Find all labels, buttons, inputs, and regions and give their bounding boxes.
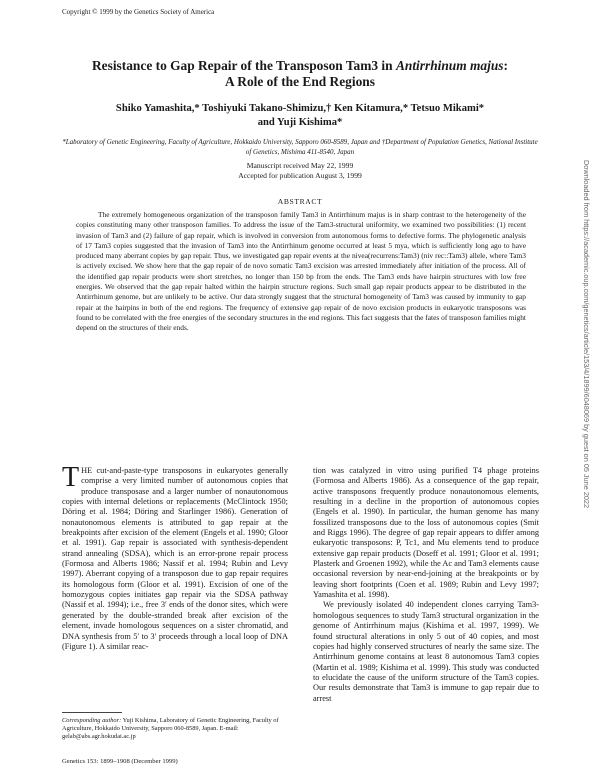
accepted-date: Accepted for publication August 3, 1999 bbox=[238, 171, 362, 180]
title-line-2: A Role of the End Regions bbox=[225, 74, 375, 89]
copyright-line: Copyright © 1999 by the Genetics Society of America bbox=[62, 8, 215, 16]
authors-line-2: and Yuji Kishima* bbox=[257, 117, 343, 128]
title-text: Resistance to Gap Repair of the Transposon Tam3 in bbox=[92, 58, 396, 73]
intro-paragraph-1: HE cut-and-paste-type transposons in eukaryotes generally comprise a very limited number of autonomous copies that produce transposase and a larger number of nonautonomous copies with internal deletions or replacements (McClintock 1950; Döring et al. 1984; Döring and Starlinger 1986). Generation of nonautonomous elements is attributed to gap repair at the breakpoints after excision of the element (Engels et al. 1990; Gloor et al. 1991). Gap repair is associated with synthesis-dependent strand annealing (SDSA), which is an error-prone repair process (Formosa and Alberts 1986; Nassif et al. 1994; Rubin and Levy 1997). Aberrant copying of a transposon due to gap repair requires its homologous form (Gloor et al. 1991). Excision of one of the homozygous copies initiates gap repair via the SDSA pathway (Nassif et al. 1994); i.e., free 3′ ends of the donor sites, which were generated by the double-stranded break after excision of the element, invade homologous sequences on a sister chromatid, and DNA synthesis from 5′ to 3′ proceeds through a local loop of DNA (Figure 1). A similar reac- bbox=[62, 466, 288, 651]
footnote-label: Corresponding author: bbox=[62, 717, 122, 724]
abstract-heading: ABSTRACT bbox=[277, 197, 323, 206]
intro-paragraph-1-cont: tion was catalyzed in vitro using purified T4 phage proteins (Formosa and Alberts 1986). As a consequence of the gap repair, active transposons frequently produce nonautonomous elements, resulting in a decline in the proportion of autonomous copies (Engels et al. 1990). In particular, the human genome has many fossilized transposons due to the loss of autonomous copies (Smit and Riggs 1996). The degree of gap repair appears to differ among eukaryotic transposons: P, Tc1, and Mu elements tend to produce extensive gap repair products (Doseff et al. 1991; Gloor et al. 1991; Plasterk and Groenen 1992), while the Ac and Tam3 elements cause occasional reversion by near-end-joining at the breakpoints or by leaving short footprints (Coen et al. 1989; Rubin and Levy 1997; Yamashita et al. 1998). bbox=[313, 466, 539, 600]
intro-paragraph-2: We previously isolated 40 independent clones carrying Tam3-homologous sequences to study Tam3 structural organization in the genome of Antirrhinum majus (Kishima et al. 1997, 1999). We found structural alterations in only 5 out of 40 copies, and most copies had highly conserved structures of nearly the same size. The Antirrhinum genome contains at least 8 autonomous Tam3 copies (Martin et al. 1989; Kishima et al. 1999). This study was conducted to elucidate the cause of the uniform structure of the Tam3 copies. Our results demonstrate that Tam3 is immune to gap repair due to arrest bbox=[313, 600, 539, 703]
abstract-text bbox=[76, 210, 526, 334]
download-watermark bbox=[580, 160, 594, 560]
download-watermark-text: Downloaded from https://academic.oup.com/genetics/article/153/4/1899/6048069 by guest on 05 June 2022 bbox=[582, 160, 591, 509]
title-species: Antirrhinum majus bbox=[395, 58, 504, 73]
journal-citation-footer: Genetics 153: 1899–1908 (December 1999) bbox=[62, 758, 178, 765]
title-line-1 bbox=[60, 58, 540, 74]
received-date: Manuscript received May 22, 1999 bbox=[246, 161, 354, 170]
author-list bbox=[60, 102, 540, 130]
corresponding-author-footnote bbox=[62, 717, 288, 742]
body-column-right bbox=[313, 466, 539, 704]
affiliations: *Laboratory of Genetic Engineering, Faculty of Agriculture, Hokkaido University, Sapporo 060-8589, Japan and †Department of Population Genetics, National Institute of Genetics, Mishima 411-8540, Japan bbox=[62, 138, 538, 156]
drop-cap: T bbox=[62, 462, 80, 493]
body-column-left bbox=[62, 462, 288, 652]
manuscript-dates bbox=[60, 161, 540, 181]
article-title bbox=[60, 58, 540, 90]
abstract-body: The extremely homogeneous organization of the transposon family Tam3 in Antirrhinum majus is in sharp contrast to the heterogeneity of the copies constituting many other transposon families. To address the issue of the Tam3-structural uniformity, we examined two possibilities: (1) recent invasion of Tam3 and (2) failure of gap repair, which is involved in conversion from autonomous forms to defective forms. The phylogenetic analysis of 17 Tam3 copies suggested that the invasion of Tam3 into the Antirrhinum genome occurred at least 5 mya, which is sufficiently long ago to have produced many aberrant copies by gap repair. Thus, we investigated gap repair events at the nivea(recurrens:Tam3) (niv rec::Tam3) allele, where Tam3 is actively excised. We show here that the gap repair of de novo somatic Tam3 excision was arrested immediately after initiation of the process. All of the identified gap repair products were short stretches, no longer than 150 bp from the ends. The Tam3 ends have hairpin structures with low free energies. We observed that the gap repair halted within the hairpin structure regions. Such small gap repair products appear to be distributed in the Antirrhinum genome, but are unlikely to be active. Our data strongly suggest that the structural homogeneity of Tam3 was caused by immunity to gap repair at the hairpins in both of the end regions. The frequency of extensive gap repair of de novo excision products in eukaryotic transposons was found to be correlated with the free energies of the secondary structures in the end regions. This fact suggests that the fates of transposon families might depend on the structures of their ends. bbox=[76, 210, 526, 333]
footnote-divider bbox=[62, 712, 122, 713]
footnote-text: Yuji Kishima, Laboratory of Genetic Engineering, Faculty of Agriculture, Hokkaido University, Sapporo 060-8589, Japan. E-mail: gelab@abs.agr.hokudai.ac.jp bbox=[62, 717, 279, 741]
authors-line-1: Shiko Yamashita,* Toshiyuki Takano-Shimizu,† Ken Kitamura,* Tetsuo Mikami* bbox=[115, 103, 485, 114]
title-colon: : bbox=[503, 58, 508, 73]
